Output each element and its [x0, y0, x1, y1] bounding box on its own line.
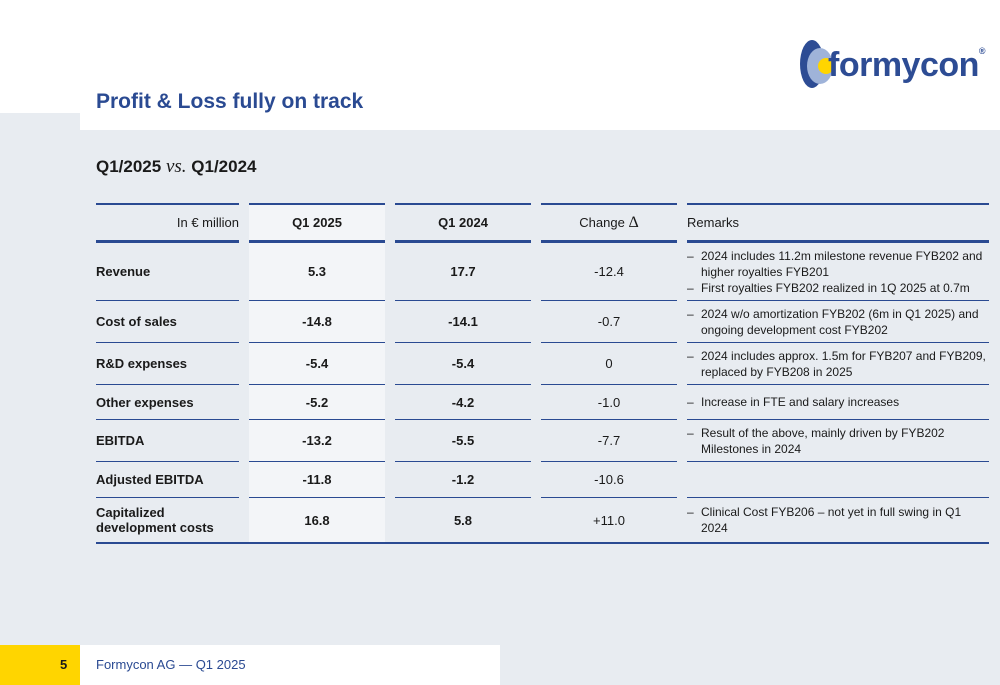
value-change: 0	[541, 343, 677, 385]
value-q1-2025: -5.4	[249, 343, 385, 385]
header-q1-2024: Q1 2024	[395, 203, 531, 243]
row-remarks	[687, 462, 989, 498]
value-change: -10.6	[541, 462, 677, 498]
row-remarks	[687, 243, 989, 301]
value-q1-2025: -11.8	[249, 462, 385, 498]
page-title: Profit & Loss fully on track	[96, 90, 364, 113]
table-row	[96, 243, 989, 301]
table-row	[96, 498, 989, 544]
page-subtitle: Q1/2025 vs. Q1/2024	[96, 156, 257, 177]
footer-text: Formycon AG — Q1 2025	[96, 657, 246, 672]
value-q1-2024: -5.5	[395, 420, 531, 462]
footer-accent	[0, 645, 80, 685]
value-change: -12.4	[541, 243, 677, 301]
value-q1-2025: -13.2	[249, 420, 385, 462]
value-q1-2024: -4.2	[395, 385, 531, 420]
table-row	[96, 301, 989, 343]
row-label: EBITDA	[96, 420, 239, 462]
background-strip	[0, 113, 80, 133]
delta-icon: Δ	[628, 213, 639, 231]
table-row	[96, 385, 989, 420]
remark-item: – 2024 includes 11.2m milestone revenue FYB202 and higher royalties FYB201	[687, 248, 989, 280]
value-change: +11.0	[541, 498, 677, 544]
value-q1-2024: -1.2	[395, 462, 531, 498]
header-remarks: Remarks	[687, 203, 989, 243]
header-change: Change Δ	[541, 203, 677, 243]
page-number: 5	[60, 657, 68, 672]
formycon-logo	[798, 38, 986, 94]
logo-wordmark: formycon®	[828, 46, 986, 84]
row-label: R&D expenses	[96, 343, 239, 385]
row-remarks	[687, 420, 989, 462]
row-label: Capitalized development costs	[96, 498, 239, 544]
row-remarks	[687, 498, 989, 544]
header-q1-2025: Q1 2025	[249, 203, 385, 243]
header-unit: In € million	[96, 203, 239, 243]
row-label: Cost of sales	[96, 301, 239, 343]
table-row	[96, 462, 989, 498]
row-label: Adjusted EBITDA	[96, 462, 239, 498]
value-q1-2024: 17.7	[395, 243, 531, 301]
value-q1-2025: 16.8	[249, 498, 385, 544]
value-change: -0.7	[541, 301, 677, 343]
remark-item: – First royalties FYB202 realized in 1Q 2025 at 0.7m	[687, 280, 989, 296]
value-q1-2024: -14.1	[395, 301, 531, 343]
row-label: Other expenses	[96, 385, 239, 420]
remark-item: – 2024 w/o amortization FYB202 (6m in Q1 2025) and ongoing development cost FYB202	[687, 306, 989, 338]
value-q1-2025: -14.8	[249, 301, 385, 343]
row-label: Revenue	[96, 243, 239, 301]
value-q1-2024: -5.4	[395, 343, 531, 385]
value-q1-2025: -5.2	[249, 385, 385, 420]
value-q1-2025: 5.3	[249, 243, 385, 301]
profit-loss-table	[96, 203, 989, 544]
row-remarks	[687, 343, 989, 385]
table-row	[96, 343, 989, 385]
table-row	[96, 420, 989, 462]
remark-item: – Clinical Cost FYB206 – not yet in full swing in Q1 2024	[687, 504, 989, 536]
remark-item: – Result of the above, mainly driven by FYB202 Milestones in 2024	[687, 425, 989, 457]
row-remarks	[687, 301, 989, 343]
table-header-row	[96, 203, 989, 243]
value-change: -1.0	[541, 385, 677, 420]
row-remarks	[687, 385, 989, 420]
value-q1-2024: 5.8	[395, 498, 531, 544]
remark-item: – Increase in FTE and salary increases	[687, 394, 989, 410]
remark-item: – 2024 includes approx. 1.5m for FYB207 and FYB209, replaced by FYB208 in 2025	[687, 348, 989, 380]
value-change: -7.7	[541, 420, 677, 462]
